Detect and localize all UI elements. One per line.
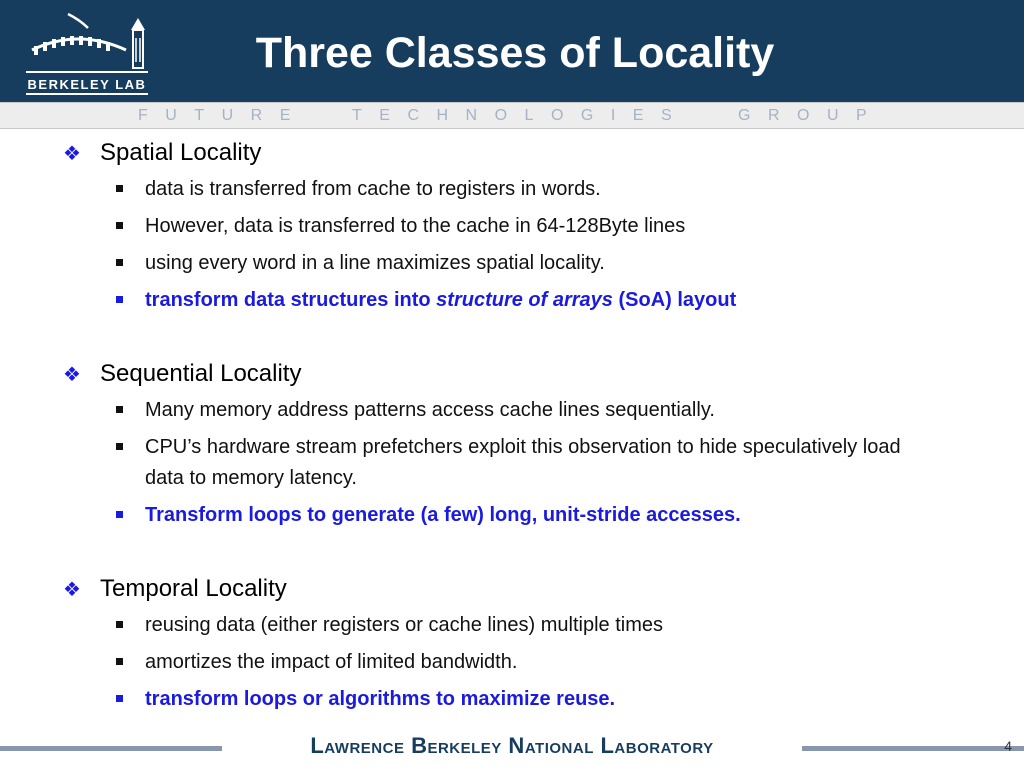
- section-spatial-locality: [0, 138, 1024, 316]
- section-temporal-locality: [0, 574, 1024, 715]
- diamond-bullet-icon: ❖: [63, 579, 81, 601]
- list-item: However, data is transferred to the cache in 64-128Byte lines: [0, 211, 1024, 242]
- square-bullet-icon: [116, 658, 123, 665]
- bullet-list: [0, 395, 1024, 531]
- bullet-list: [0, 610, 1024, 715]
- tagline-bar: [0, 102, 1024, 129]
- diamond-bullet-icon: ❖: [63, 143, 81, 165]
- bullet-list: [0, 174, 1024, 316]
- diamond-bullet-icon: ❖: [63, 364, 81, 386]
- tagline-word-group: GROUP: [738, 107, 885, 124]
- section-heading: ❖ Sequential Locality: [0, 359, 1024, 389]
- square-bullet-icon: [116, 185, 123, 192]
- list-item-highlight: transform loops or algorithms to maximize reuse.: [0, 684, 1024, 715]
- square-bullet-icon: [116, 443, 123, 450]
- square-bullet-icon: [116, 222, 123, 229]
- page-number: 4: [1004, 738, 1012, 754]
- section-heading: ❖ Temporal Locality: [0, 574, 1024, 604]
- section-sequential-locality: [0, 359, 1024, 531]
- square-bullet-icon: [116, 621, 123, 628]
- list-item: data is transferred from cache to registers in words.: [0, 174, 1024, 205]
- footer-lab-name: Lawrence Berkeley National Laboratory: [232, 733, 792, 759]
- list-item-highlight: Transform loops to generate (a few) long, unit-stride accesses.: [0, 500, 1024, 531]
- tagline-word-technologies: TECHNOLOGIES: [352, 107, 690, 124]
- page-title: Three Classes of Locality: [255, 29, 775, 77]
- logo-text: BERKELEY LAB: [27, 77, 147, 92]
- list-item-highlight: transform data structures into structure of arrays (SoA) layout: [0, 285, 1024, 316]
- section-heading: ❖ Spatial Locality: [0, 138, 1024, 168]
- square-bullet-icon: [116, 695, 123, 702]
- slide-header: [0, 0, 1024, 102]
- square-bullet-icon: [116, 511, 123, 518]
- list-item: reusing data (either registers or cache lines) multiple times: [0, 610, 1024, 641]
- list-item: using every word in a line maximizes spatial locality.: [0, 248, 1024, 279]
- square-bullet-icon: [116, 259, 123, 266]
- square-bullet-icon: [116, 406, 123, 413]
- emphasis-text: structure of arrays: [436, 289, 613, 311]
- berkeley-lab-logo: [18, 6, 168, 98]
- slide-content: [0, 132, 1024, 721]
- list-item: amortizes the impact of limited bandwidth.: [0, 647, 1024, 678]
- list-item: Many memory address patterns access cache lines sequentially.: [0, 395, 1024, 426]
- list-item: CPU’s hardware stream prefetchers exploit this observation to hide speculatively load data to memory latency.: [0, 432, 1024, 494]
- tagline-word-future: FUTURE: [138, 107, 308, 124]
- square-bullet-icon: [116, 296, 123, 303]
